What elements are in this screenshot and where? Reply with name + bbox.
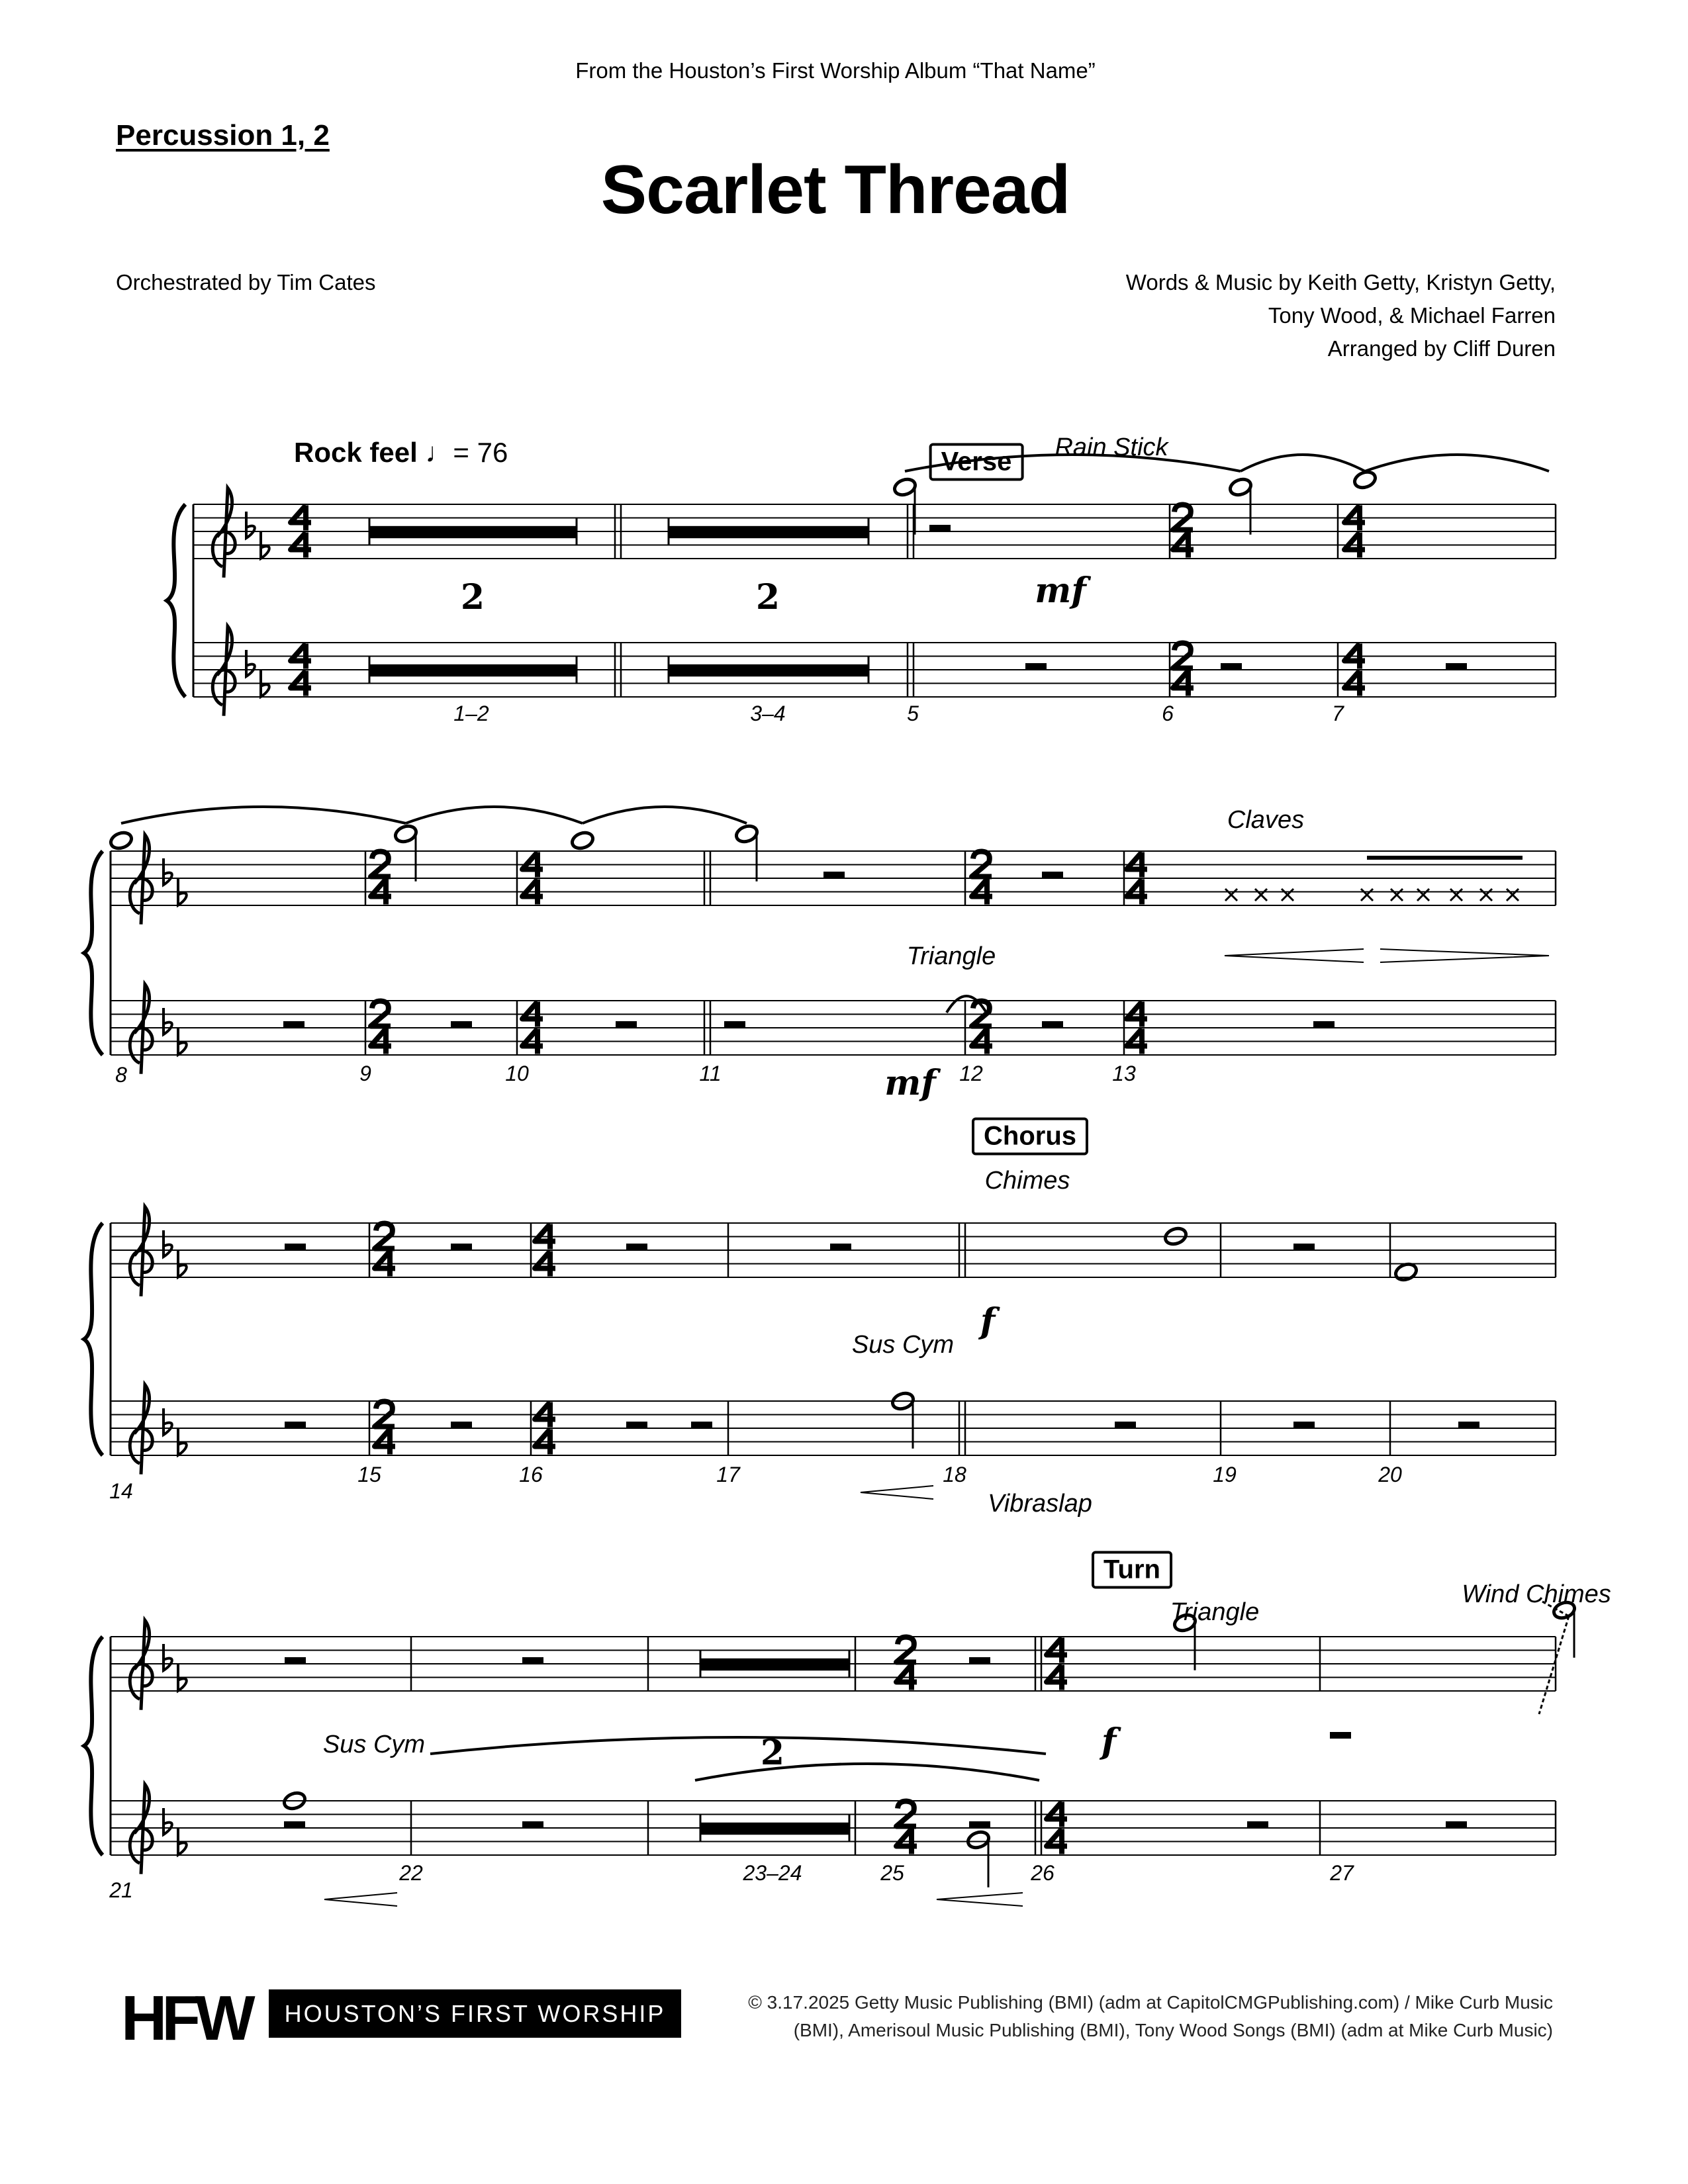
tie: [583, 807, 747, 823]
brace-icon: [84, 1223, 103, 1455]
rest-icon: [285, 1244, 306, 1250]
instrument-wind-chimes: Wind Chimes: [1462, 1580, 1611, 1608]
treble-clef-icon: [212, 488, 235, 577]
note-head: [393, 823, 418, 844]
measure-number: 17: [716, 1463, 740, 1486]
copyright-line-2: (BMI), Amerisoul Music Publishing (BMI), Tony Wood Songs (BMI) (adm at Mike Curb Music): [793, 2020, 1553, 2040]
measure-number: 15: [357, 1463, 381, 1486]
note-head: [1393, 1261, 1419, 1283]
rest-icon: [285, 1422, 306, 1428]
treble-clef-icon: [212, 626, 235, 715]
crescendo-hairpin: [937, 1893, 1023, 1906]
note-head: [734, 823, 759, 844]
measure-number: 7: [1332, 702, 1344, 725]
measure-number: 18: [943, 1463, 966, 1486]
note-head: [892, 477, 917, 498]
crescendo-hairpin: [861, 1486, 933, 1499]
tie: [695, 1764, 1039, 1780]
measure-number: 12: [959, 1062, 983, 1085]
credits-line-1: Words & Music by Keith Getty, Kristyn Getty,: [1125, 270, 1556, 295]
note-head: [1352, 469, 1378, 490]
multirest-count: 2: [460, 577, 485, 617]
rest-icon: [522, 1821, 543, 1828]
rest-icon: [284, 1821, 305, 1828]
rest-icon: [283, 1021, 305, 1028]
rest-icon: [522, 1657, 543, 1664]
measure-number: 11: [699, 1062, 722, 1085]
hfw-logo-mark: HFW: [121, 1983, 250, 2054]
x-notehead-icon: [1480, 889, 1492, 901]
measure-number: 3–4: [750, 702, 786, 725]
tempo-marking: [294, 437, 508, 469]
dynamic-f: f: [980, 1301, 996, 1342]
measure-number: 27: [1330, 1861, 1354, 1885]
multirest-bar: [669, 664, 868, 676]
rest-icon: [1115, 1422, 1136, 1428]
measure-number: 21: [109, 1878, 133, 1902]
brace-icon: [84, 1637, 103, 1855]
rest-icon: [1221, 663, 1242, 670]
credits-line-2: Tony Wood, & Michael Farren: [1268, 303, 1556, 328]
rest-icon: [724, 1021, 745, 1028]
multirest-bar: [369, 526, 577, 538]
rehearsal-turn: Turn: [1092, 1551, 1172, 1589]
measure-number: 9: [359, 1062, 371, 1085]
measure-number: 20: [1378, 1463, 1402, 1486]
measure-number: 19: [1213, 1463, 1237, 1486]
measure-number: 23–24: [743, 1861, 802, 1885]
x-notehead-icon: [1255, 889, 1267, 901]
multirest-bar: [700, 1823, 849, 1835]
flat-icon: [164, 1008, 172, 1034]
flat-icon: [261, 532, 269, 559]
measure-number: 22: [399, 1861, 423, 1885]
dynamic-mf: mf: [1035, 570, 1086, 611]
measure-number: 1–2: [453, 702, 489, 725]
crescendo-hairpin: [324, 1893, 397, 1906]
measure-number: 6: [1162, 702, 1174, 725]
rest-icon: [1042, 1021, 1063, 1028]
measure-number: 5: [907, 702, 919, 725]
x-notehead-icon: [1225, 889, 1237, 901]
copyright: [748, 1989, 1553, 2044]
measure-number: 16: [519, 1463, 543, 1486]
multirest-bar: [669, 526, 868, 538]
treble-clef-icon: [130, 1784, 152, 1874]
instrument-rain-stick: Rain Stick: [1055, 433, 1168, 461]
flat-icon: [246, 650, 255, 676]
measure-number: 8: [115, 1063, 127, 1087]
rehearsal-chorus: Chorus: [972, 1118, 1088, 1156]
instrument-sus-cym: Sus Cym: [851, 1331, 955, 1359]
flat-icon: [164, 1408, 172, 1435]
rest-icon: [1313, 1021, 1335, 1028]
rest-icon: [969, 1657, 990, 1664]
note-head: [109, 830, 134, 851]
rest-icon: [285, 1657, 306, 1664]
rehearsal-verse: Verse: [929, 443, 1024, 481]
rest-icon: [626, 1244, 647, 1250]
rest-icon: [969, 1821, 990, 1828]
credits-line-3: Arranged by Cliff Duren: [1327, 336, 1556, 361]
flat-icon: [178, 879, 187, 905]
rest-icon: [616, 1021, 637, 1028]
x-notehead-icon: [1417, 889, 1429, 901]
instrument-sus-cym-2: Sus Cym: [322, 1731, 426, 1758]
dynamic-f-2: f: [1101, 1721, 1117, 1762]
measure-number: 14: [109, 1479, 133, 1503]
treble-clef-icon: [130, 1620, 152, 1709]
part-name: Percussion 1, 2: [116, 119, 330, 152]
measure-number: 13: [1112, 1062, 1136, 1085]
flat-icon: [164, 1808, 172, 1835]
rest-icon: [1247, 1821, 1268, 1828]
instrument-triangle: Triangle: [906, 942, 996, 970]
orchestrator: Orchestrated by Tim Cates: [116, 270, 376, 295]
tie: [121, 807, 406, 823]
x-notehead-icon: [1450, 889, 1462, 901]
x-notehead-icon: [1282, 889, 1293, 901]
diminuendo-hairpin: [1380, 949, 1549, 962]
measure-number: 25: [880, 1861, 904, 1885]
crescendo-hairpin: [1225, 949, 1364, 962]
rest-icon: [1042, 872, 1063, 878]
quarter-note-icon: ♩: [425, 437, 453, 468]
tie: [430, 1737, 1046, 1754]
rest-icon: [1025, 663, 1047, 670]
instrument-claves: Claves: [1227, 806, 1305, 834]
song-title: Scarlet Thread: [600, 152, 1070, 228]
tie: [406, 807, 583, 823]
flat-icon: [178, 1829, 187, 1855]
rest-icon: [1293, 1422, 1315, 1428]
tempo-label: Rock feel: [294, 437, 418, 468]
rest-icon: [929, 525, 951, 531]
note-head: [966, 1829, 991, 1850]
x-notehead-icon: [1507, 889, 1519, 901]
treble-clef-icon: [130, 1385, 152, 1474]
instrument-vibraslap: Vibraslap: [988, 1490, 1092, 1518]
flat-icon: [164, 1644, 172, 1670]
rest-icon: [1446, 1821, 1467, 1828]
brace-icon: [167, 504, 185, 697]
flat-icon: [261, 670, 269, 697]
copyright-line-1: © 3.17.2025 Getty Music Publishing (BMI) (adm at CapitolCMGPublishing.com) / Mike Curb Music: [748, 1992, 1553, 2013]
multirest-bar: [369, 664, 577, 676]
tie: [1241, 455, 1365, 471]
flat-icon: [178, 1251, 187, 1277]
tie: [1365, 455, 1549, 471]
rest-icon: [1293, 1244, 1315, 1250]
rest-icon: [1330, 1732, 1351, 1739]
rest-icon: [1446, 663, 1467, 670]
multirest-bar: [700, 1659, 849, 1670]
rest-icon: [1458, 1422, 1479, 1428]
multirest-count: 2: [760, 1733, 785, 1773]
album-line: From the Houston’s First Worship Album “That Name”: [575, 58, 1096, 83]
rest-icon: [823, 872, 845, 878]
x-notehead-icon: [1361, 889, 1373, 901]
flat-icon: [178, 1028, 187, 1055]
treble-clef-icon: [130, 984, 152, 1073]
treble-clef-icon: [130, 1206, 152, 1296]
rest-icon: [451, 1422, 472, 1428]
flat-icon: [246, 512, 255, 538]
flat-icon: [178, 1664, 187, 1691]
flat-icon: [178, 1429, 187, 1455]
rest-icon: [626, 1422, 647, 1428]
measure-number: 26: [1031, 1861, 1055, 1885]
note-head: [570, 830, 595, 851]
multirest-count: 2: [755, 577, 780, 617]
rest-icon: [451, 1244, 472, 1250]
rest-icon: [830, 1244, 851, 1250]
note-head: [1228, 477, 1253, 498]
dynamic-mf-2: mf: [884, 1063, 936, 1103]
treble-clef-icon: [130, 835, 152, 924]
rest-icon: [451, 1021, 472, 1028]
brace-icon: [84, 851, 103, 1055]
rest-icon: [691, 1422, 712, 1428]
instrument-triangle-2: Triangle: [1170, 1598, 1260, 1626]
hfw-logo-text: HOUSTON’S FIRST WORSHIP: [269, 1989, 681, 2038]
flat-icon: [164, 1230, 172, 1257]
tempo-value: = 76: [453, 437, 508, 468]
flat-icon: [164, 858, 172, 885]
instrument-chimes: Chimes: [984, 1167, 1070, 1195]
x-notehead-icon: [1391, 889, 1403, 901]
measure-number: 10: [505, 1062, 529, 1085]
